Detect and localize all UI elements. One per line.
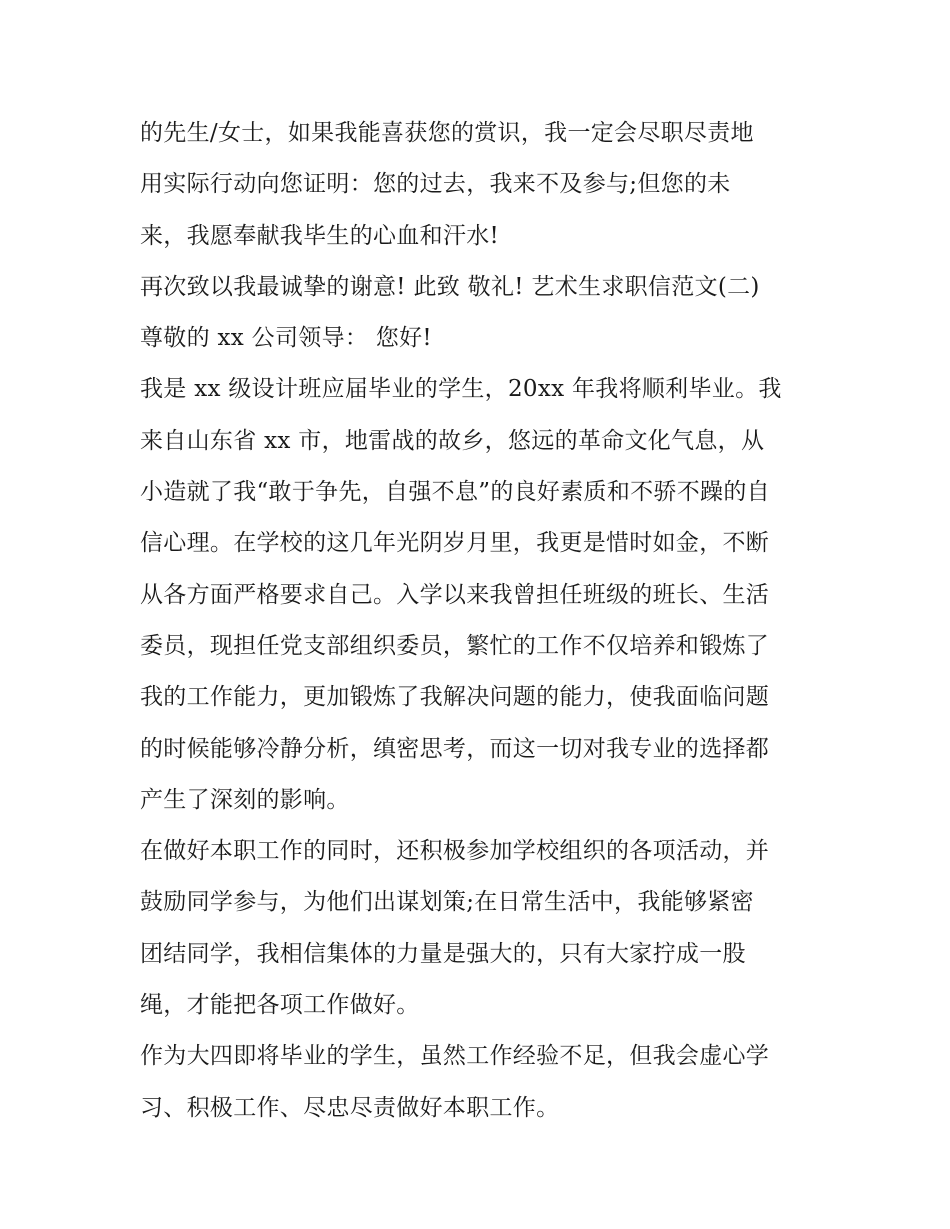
text-line: 团结同学，我相信集体的力量是强大的，只有大家拧成一股 [140, 940, 746, 967]
text-line: 用实际行动向您证明：您的过去，我来不及参与;但您的未 [140, 171, 731, 198]
text-line: 再次致以我最诚挚的谢意! 此致 敬礼! 艺术生求职信范文(二) [140, 273, 760, 300]
text-line: 作为大四即将毕业的学生，虽然工作经验不足，但我会虚心学 [140, 1043, 770, 1070]
text-line: 习、积极工作、尽忠尽责做好本职工作。 [140, 1094, 560, 1121]
text-line: 我是 xx 级设计班应届毕业的学生，20xx 年我将顺利毕业。我 [140, 376, 782, 403]
text-line: 尊敬的 xx 公司领导： 您好! [140, 325, 432, 352]
text-line: 信心理。在学校的这几年光阴岁月里，我更是惜时如金，不断 [140, 530, 770, 557]
text-line: 来，我愿奉献我毕生的心血和汗水! [140, 222, 500, 249]
text-line: 我的工作能力，更加锻炼了我解决问题的能力，使我面临问题 [140, 684, 770, 711]
text-line: 委员，现担任党支部组织委员，繁忙的工作不仅培养和锻炼了 [140, 632, 770, 659]
text-line: 在做好本职工作的同时，还积极参加学校组织的各项活动，并 [140, 838, 770, 865]
text-line: 小造就了我“敢于争先，自强不息”的良好素质和不骄不躁的自 [140, 479, 770, 506]
text-line: 产生了深刻的影响。 [140, 786, 350, 813]
document-body [140, 108, 820, 1134]
text-line: 从各方面严格要求自己。入学以来我曾担任班级的班长、生活 [140, 581, 770, 608]
text-line: 绳，才能把各项工作做好。 [140, 992, 420, 1019]
text-line: 来自山东省 xx 市，地雷战的故乡，悠远的革命文化气息，从 [140, 427, 765, 454]
text-line: 鼓励同学参与，为他们出谋划策;在日常生活中，我能够紧密 [140, 889, 754, 916]
text-line: 的先生/女士，如果我能喜获您的赏识，我一定会尽职尽责地 [140, 120, 754, 146]
text-line: 的时候能够冷静分析，缜密思考，而这一切对我专业的选择都 [140, 735, 770, 762]
